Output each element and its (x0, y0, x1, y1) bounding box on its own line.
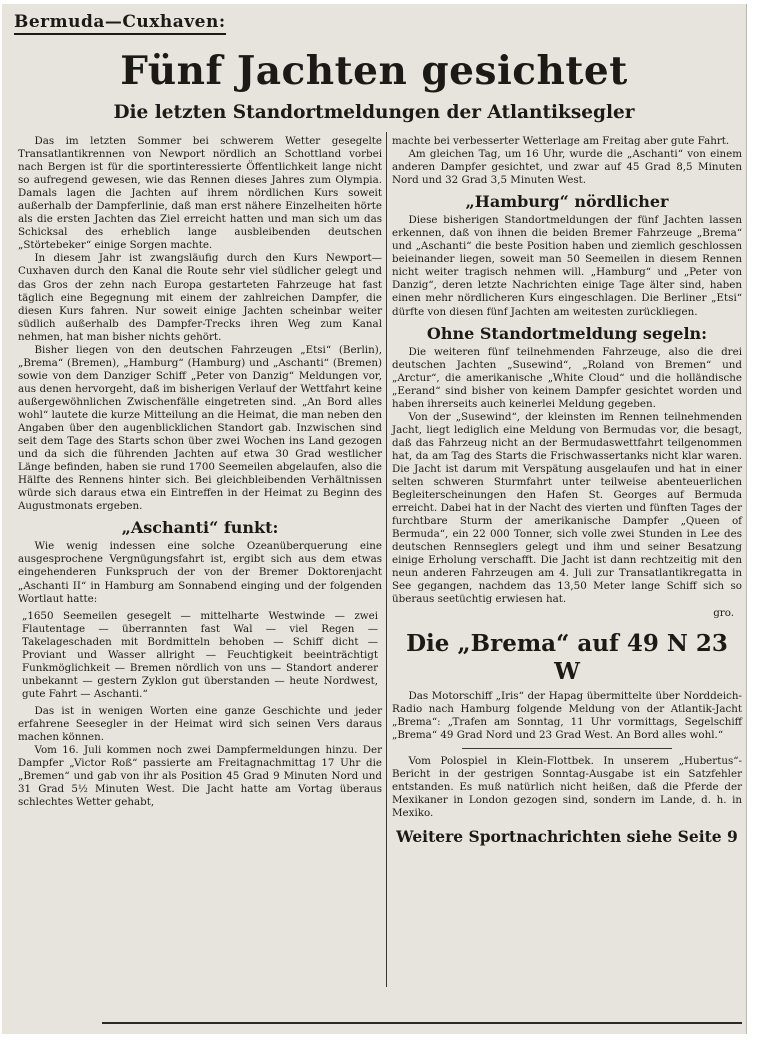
section-heading-hamburg: „Hamburg“ nördlicher (465, 192, 669, 212)
radio-message-quote (22, 610, 378, 701)
left-column (18, 135, 382, 809)
paragraph: machte bei verbesserter Wetterlage am Freitag aber gute Fahrt. (392, 135, 730, 147)
paragraph: Wie wenig indessen eine solche Ozeanüberquerung eine ausgesprochene Vergnügungsfahrt ist, ergibt sich aus dem etwas eingehenderen Funkspruch der von der Bremer Doktorenjacht „Aschanti II“ in Hamburg am Sonnabend einging und der folgenden Wortlaut hatte: (18, 540, 382, 605)
notice-paragraph: Vom Polospiel in Klein-Flottbek. In unserem „Hubertus“-Bericht in der gestrigen Sonntag-Ausgabe ist ein Satzfehler entstanden. Es muß natürlich nicht heißen, daß die Pferde der Mexikaner in London gezogen sind, sondern im Lande, d. h. in Mexiko. (392, 754, 742, 819)
paragraph: In diesem Jahr ist zwangsläufig durch den Kurs Newport—Cuxhaven durch den Kanal die Route sehr viel südlicher gelegt und das Gros der zehn nach Europa gestarteten Fahrzeuge hat fast täglich eine Begegnung mit einem der zahlreichen Dampfer, die diesen Kurs fahren. Nur soweit einige Jachten scheinbar weiter südlich außerhalb des Dampfer-Trecks ihren Weg zum Kanal nehmen, hat man bisher nichts gehört. (18, 252, 382, 343)
paragraph: Vom 16. Juli kommen noch zwei Dampfermeldungen hinzu. Der Dampfer „Victor Roß“ passierte am Freitagnachmittag 17 Uhr die „Bremen“ und gab von ihr als Position 45 Grad 9 Minuten Nord und 31 Grad 5½ Minuten West. Die Jacht hatte am Vortag überaus schlechtes Wetter gehabt, (18, 744, 382, 809)
paragraph: Das ist in wenigen Worten eine ganze Geschichte und jeder erfahrene Seesegler in der Heimat wird sich seinen Vers daraus machen können. (18, 704, 382, 744)
kicker-label: Bermuda—Cuxhaven: (14, 12, 226, 35)
author-signature: gro. (713, 606, 734, 619)
quote-text: „1650 Seemeilen gesegelt — mittelharte Westwinde — zwei Flautentage — überrannten fast Wal — viel Regen — Takelageschaden mit Bordmitteln behoben — Schiff dicht — Proviant und Wasser allright — Feuchtigkeit beeinträchtigt Funkmöglichkeit — Bremen nördlich von uns — Standort anderer unbekannt — gestern Zyklon gut überstanden — heute Nordwest, gute Fahrt — Aschanti.“ (22, 609, 378, 700)
paragraph: Bisher liegen von den deutschen Fahrzeugen „Etsi“ (Berlin), „Brema“ (Bremen), „Hamburg“ (Hamburg) und „Aschanti“ (Bremen) sowie von dem Danziger Schiff „Peter von Danzig“ Meldungen vor, aus denen hervorgeht, daß im bisherigen Verlauf der Wettfahrt keine außergewöhnlichen Zwischenfälle eingetreten sind. „An Bord alles wohl“ lautete die kurze Mitteilung an die Heimat, die man neben den Angaben über den augenblicklichen Standort gab. Inzwischen sind seit dem Tage des Starts schon über zwei Wochen ins Land gezogen und da sich die führenden Jachten auf etwa 30 Grad westlicher Länge befinden, haben sie rund 1700 Seemeilen abgelaufen, also die Hälfte des Rennens hinter sich. Bei gleichbleibenden Verhältnissen würde sich daraus etwa ein Eintreffen in der Heimat zu Beginn des Augustmonats ergeben. (18, 343, 382, 513)
section-heading-aschanti: „Aschanti“ funkt: (121, 518, 279, 538)
section-heading-ohne-standortmeldung: Ohne Standortmeldung segeln: (426, 323, 708, 343)
subheadline: Die letzten Standortmeldungen der Atlantiksegler (113, 102, 635, 123)
paragraph: Am gleichen Tag, um 16 Uhr, wurde die „Aschanti“ von einem anderen Dampfer gesichtet, und zwar auf 45 Grad 8,5 Minuten Nord und 32 Grad 3,5 Minuten West. (392, 148, 742, 187)
paragraph: Die weiteren fünf teilnehmenden Fahrzeuge, also die drei deutschen Jachten „Susewind“, „Roland von Bremen“ und „Arctur“, die amerikanische „White Cloud“ und die holländische „Eerand“ sind bisher von keinem Dampfer gesichtet worden und haben ihrerseits auch keinerlei Meldung gegeben. (392, 345, 742, 410)
section-heading-brema: Die „Brema“ auf 49 N 23 W (406, 629, 728, 685)
paragraph: Diese bisherigen Standortmeldungen der fünf Jachten lassen erkennen, daß von ihnen die beiden Bremer Fahrzeuge „Brema“ und „Aschanti“ die beste Position haben und ziemlich geschlossen beieinander liegen, soweit man 50 Seemeilen in diesem Rennen nicht weiter tragisch nehmen will. „Hamburg“ und „Peter von Danzig“, deren letzte Nachrichten einige Tage älter sind, haben einen mehr nördlicheren Kurs eingeschlagen. Die Berliner „Etsi“ dürfte von diesen fünf Jachten am weitesten zurückliegen. (392, 214, 742, 318)
divider (462, 748, 672, 749)
paragraph: Von der „Susewind“, der kleinsten im Rennen teilnehmenden Jacht, liegt lediglich eine Meldung von Bermudas vor, die besagt, daß das Fahrzeug nicht an der Bermudaswettfahrt teilgenommen hat, da am Tag des Starts die Frischwassertanks nicht klar waren. Die Jacht ist darum mit Verspätung ausgelaufen und hat in einer selten schweren Sturmfahrt unter teilweise abenteuerlichen Begleiterscheinungen den Hafen St. Georges auf Bermuda erreicht. Dabei hat in der Nacht des vierten und fünften Tages der furchtbare Sturm der amerikanische Dampfer „Queen of Bermuda“, ein 22 000 Tonner, sich volle zwei Stunden in Lee des deutschen Rennseglers gelegt und ihm und seiner Besatzung einige Erholung verschafft. Die Jacht ist dann rechtzeitig mit den neun anderen Fahrzeugen am 4. Juli zur Transatlantikregatta in See gegangen, nachdem das 13,50 Meter lange Schiff sich so überaus seetüchtig erwiesen hat. (392, 410, 742, 606)
paragraph: Das im letzten Sommer bei schwerem Wetter gesegelte Transatlantikrennen von Newport nördlich an Schottland vorbei nach Bergen ist für die sportinteressierte Öffentlichkeit lange nicht so aufregend gewesen, wie das Rennen dieses Jahres zum Olympia. Damals lagen die Jachten auf ihrem nördlichen Kurs soweit außerhalb der Dampferlinie, daß man erst nähere Einzelheiten hörte als die ersten Jachten das Ziel erreicht hatten und man sich um das Schicksal des erheblich lange ausbleibenden deutschen „Störtebeker“ einige Sorgen machte. (18, 135, 382, 252)
see-page-note: Weitere Sportnachrichten siehe Seite 9 (396, 826, 738, 846)
column-divider (386, 132, 387, 987)
paragraph: Das Motorschiff „Iris“ der Hapag übermittelte über Norddeich-Radio nach Hamburg folgende Meldung von der Atlantik-Jacht „Brema“: „Trafen am Sonntag, 11 Uhr vormittags, Segelschiff „Brema“ 49 Grad Nord und 23 Grad West. An Bord alles wohl.“ (392, 689, 742, 741)
right-column (392, 135, 742, 846)
newspaper-clipping (2, 4, 747, 1034)
headline: Fünf Jachten gesichtet (120, 48, 628, 94)
bottom-rule (102, 1022, 742, 1024)
